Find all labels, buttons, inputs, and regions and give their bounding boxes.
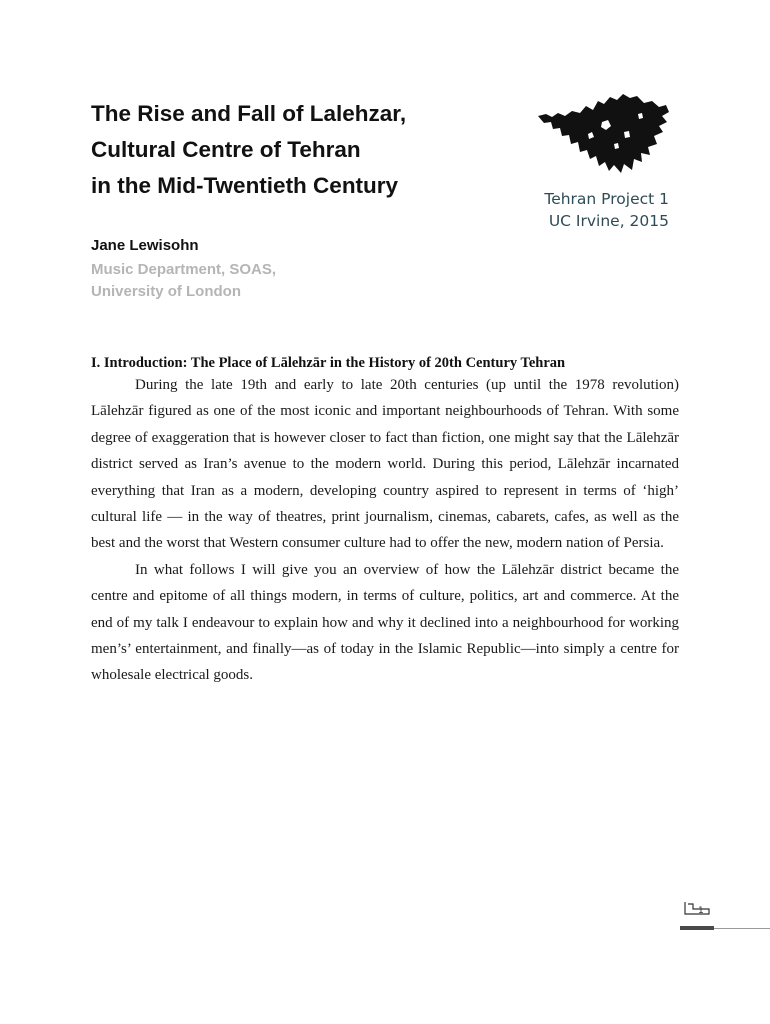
paper-title [91, 96, 406, 204]
tehran-map-icon [538, 92, 670, 174]
title-line-3: in the Mid-Twentieth Century [91, 173, 399, 198]
project-venue: UC Irvine, 2015 [548, 212, 669, 230]
title-line-2: Cultural Centre of Tehran [91, 137, 361, 162]
page-number [684, 900, 712, 918]
paragraph-2: In what follows I will give you an overview of how the Lālehzār district became the centre and epitome of all things modern, in terms of culture, politics, art and commerce. At the end of my talk I endeavour to explain how and why it declined into a neighbourhood for working men’s’ entertainment, and finally—as of today in the Islamic Republic—into simply a centre for wholesale electrical goods. [91, 561, 679, 684]
page-number-text: 1 [698, 906, 704, 916]
project-name: Tehran Project 1 [544, 190, 669, 208]
author-name: Jane Lewisohn [91, 237, 199, 254]
body-text [91, 372, 679, 689]
paragraph-1: During the late 19th and early to late 20th centuries (up until the 1978 revolution) Lālehzār figured as one of the most iconic and important neighbourhoods of Tehran. With some degree of exaggeration that is however closer to fact than fiction, one might say that the Lālehzār district served as Iran’s avenue to the modern world. During this period, Lālehzār incarnated everything that Iran as a modern, developing country aspired to represent in terms of ‘high’ cultural life — in the way of theatres, print journalism, cinemas, cabarets, cafes, as well as the best and the worst that Western consumer culture had to offer the new, modern nation of Persia. [91, 377, 679, 552]
affiliation-line-1: Music Department, SOAS, [91, 261, 277, 278]
author-affiliation [91, 259, 276, 303]
affiliation-line-2: University of London [91, 283, 241, 300]
title-line-1: The Rise and Fall of Lalehzar, [91, 101, 407, 126]
footer-bar [680, 926, 714, 930]
project-label [544, 188, 669, 232]
section-heading: I. Introduction: The Place of Lālehzār in the History of 20th Century Tehran [91, 355, 566, 371]
